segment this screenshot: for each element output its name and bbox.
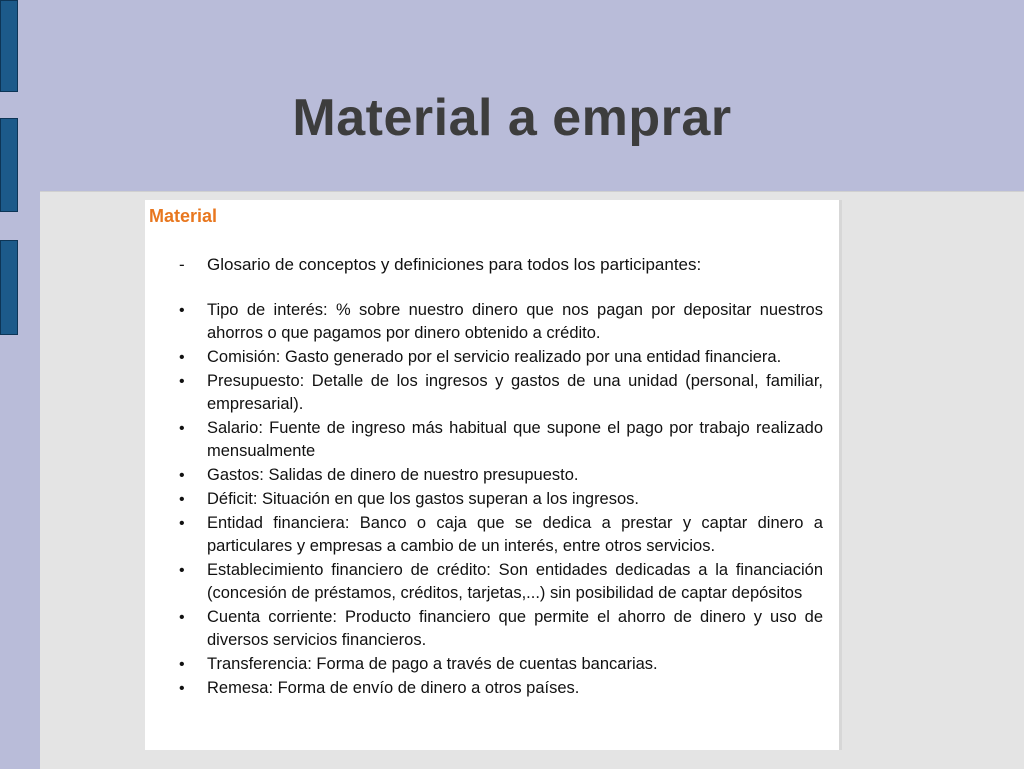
list-item: • Tipo de interés: % sobre nuestro dinero que nos pagan por depositar nuestros ahorros o que pagamos por dinero obtenido a crédito. [179, 301, 823, 342]
list-item: • Comisión: Gasto generado por el servicio realizado por una entidad financiera. [149, 346, 823, 369]
decorative-bar-bottom [0, 240, 18, 335]
bullet-icon: • [179, 349, 185, 366]
bullet-icon: • [179, 515, 185, 532]
list-item: • Transferencia: Forma de pago a través de cuentas bancarias. [149, 653, 823, 676]
decorative-bar-top [0, 0, 18, 92]
list-item: • Déficit: Situación en que los gastos superan a los ingresos. [149, 488, 823, 511]
bullet-icon: • [179, 420, 185, 437]
document-heading: Material [149, 206, 218, 226]
slide-title: Material a emprar [292, 89, 732, 147]
list-item: • Salario: Fuente de ingreso más habitual que supone el pago por trabajo realizado mensualmente [179, 419, 823, 460]
bullet-icon: • [179, 609, 185, 626]
intro-dash: - [179, 255, 185, 274]
bullet-icon: • [179, 656, 185, 673]
bullet-icon: • [179, 680, 185, 697]
bullet-icon: • [179, 491, 185, 508]
bullet-icon: • [179, 302, 185, 319]
list-item: • Presupuesto: Detalle de los ingresos y gastos de una unidad (personal, familiar, empresarial). [179, 372, 823, 413]
glossary-list [149, 299, 823, 701]
bullet-icon: • [179, 373, 185, 390]
document-image [145, 200, 842, 750]
intro-text: Glosario de conceptos y definiciones para todos los participantes: [207, 255, 702, 274]
list-item: • Entidad financiera: Banco o caja que se dedica a prestar y captar dinero a particulares y empresas a cambio de un interés, entre otros servicios. [179, 514, 823, 555]
list-item: • Establecimiento financiero de crédito: Son entidades dedicadas a la financiación (concesión de préstamos, créditos, tarjetas,...) sin posibilidad de captar depósitos [179, 561, 823, 602]
list-item: • Remesa: Forma de envío de dinero a otros países. [149, 677, 823, 700]
bullet-icon: • [179, 467, 185, 484]
list-item: • Gastos: Salidas de dinero de nuestro presupuesto. [149, 464, 823, 487]
list-item: • Cuenta corriente: Producto financiero que permite el ahorro de dinero y uso de diversos servicios financieros. [179, 608, 823, 649]
bullet-icon: • [179, 562, 185, 579]
